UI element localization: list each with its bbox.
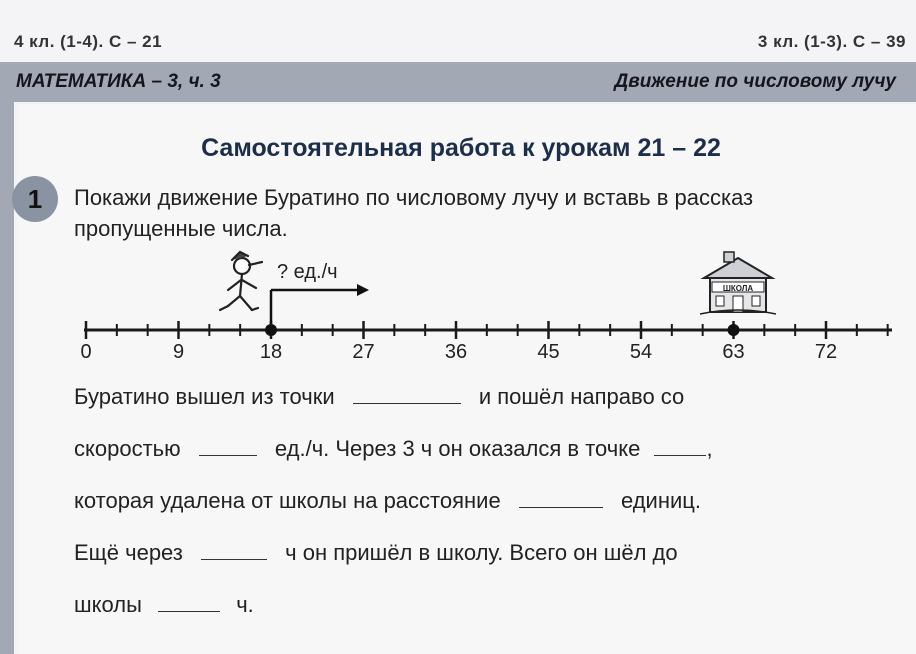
blank-total-hours[interactable] — [158, 593, 220, 612]
story-line-1 — [74, 384, 896, 410]
tick-label: 9 — [172, 341, 185, 363]
story-text-3b: единиц. — [620, 488, 701, 513]
tick-label: 18 — [259, 341, 283, 363]
tick-label: 0 — [80, 341, 92, 363]
tick-label: 36 — [444, 341, 468, 363]
story-text-5a: школы — [74, 592, 142, 617]
story-text-4a: Ещё через — [74, 540, 183, 565]
story-text-4b: ч он пришёл в школу. Всего он шёл до — [285, 540, 678, 565]
buratino-figure-icon — [220, 252, 262, 310]
page-title: Самостоятельная работа к урокам 21 – 22 — [201, 134, 721, 162]
task-text: Покажи движение Буратино по числовому лучу и вставь в рассказ пропущенные числа. — [74, 185, 754, 241]
story-text-1b: и пошёл направо со — [478, 384, 685, 409]
tick-label: 45 — [537, 341, 560, 363]
school-point-dot — [728, 324, 740, 336]
blank-speed[interactable] — [199, 437, 257, 456]
blank-distance[interactable] — [519, 489, 603, 508]
tick-label: 63 — [722, 341, 745, 363]
number-line-tick-labels — [80, 341, 837, 363]
tick-label: 54 — [629, 341, 653, 363]
tick-label: 72 — [814, 341, 838, 363]
school-building-icon — [700, 252, 776, 314]
left-margin-bar — [0, 102, 14, 654]
story-line-5 — [74, 592, 896, 618]
blank-extra-hours[interactable] — [201, 541, 267, 560]
story-text-1a: Буратино вышел из точки — [74, 384, 335, 409]
speed-label: ? ед./ч — [277, 261, 338, 283]
blank-point-after-3h[interactable] — [654, 437, 706, 456]
page-ref-left: 4 кл. (1-4). С – 21 — [14, 32, 163, 51]
story-line-4 — [74, 540, 896, 566]
speed-arrow — [271, 284, 369, 330]
number-line-figure — [0, 248, 916, 368]
story-line-3 — [74, 488, 896, 514]
header-band — [0, 62, 916, 102]
blank-start-point[interactable] — [353, 385, 461, 404]
tick-label: 27 — [352, 341, 375, 363]
topic-label: Движение по числовому лучу — [614, 71, 896, 92]
task-number-badge: 1 — [12, 176, 58, 222]
story-text-5b: ч. — [236, 592, 254, 617]
subject-label: МАТЕМАТИКА – 3, ч. 3 — [16, 71, 221, 92]
story-text-3a: которая удалена от школы на расстояние — [74, 488, 501, 513]
page-ref-right: 3 кл. (1-3). С – 39 — [757, 32, 906, 51]
school-sign: ШКОЛА — [722, 284, 754, 293]
story-text-2c: , — [706, 436, 713, 461]
story-text-2b: ед./ч. Через 3 ч он оказался в точке — [274, 436, 641, 461]
story-text-2a: скоростью — [74, 436, 181, 461]
story-line-2 — [74, 436, 896, 462]
